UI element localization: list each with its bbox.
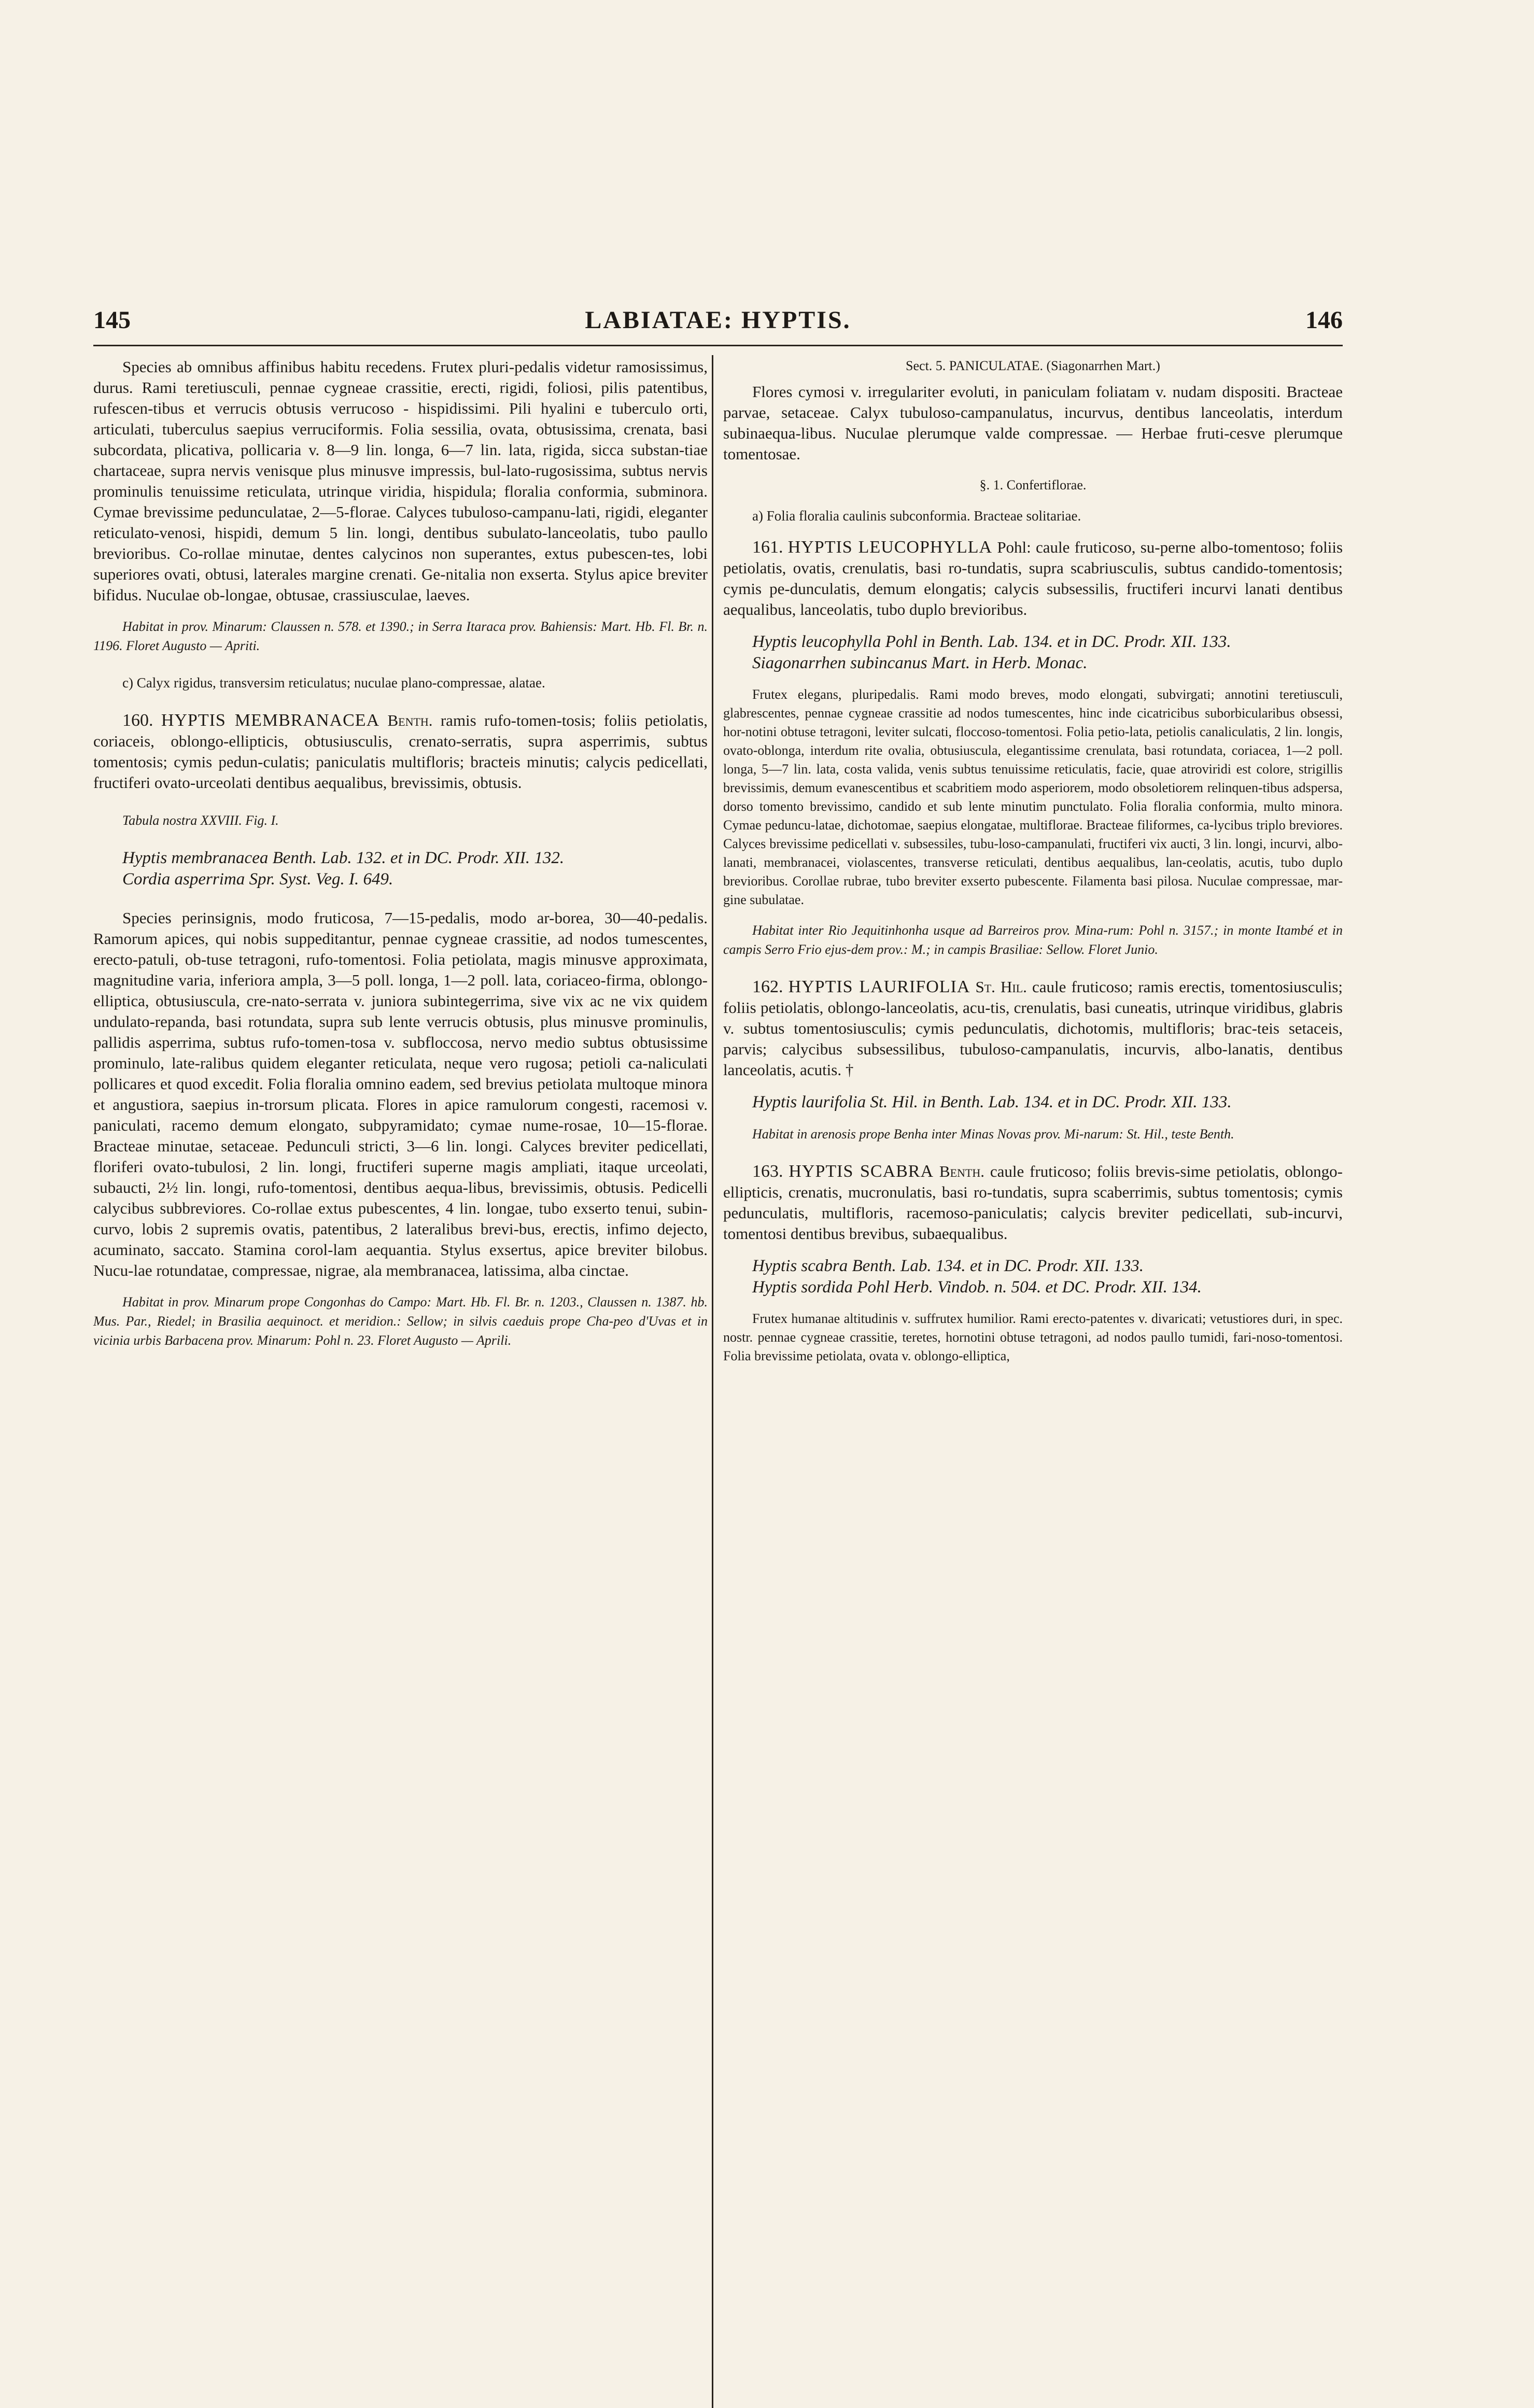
species-161-synonym-2: Siagonarrhen subincanus Mart. in Herb. Monac. bbox=[752, 654, 1088, 672]
species-163-author: Benth. bbox=[939, 1162, 984, 1180]
species-161-name: HYPTIS LEUCOPHYLLA bbox=[787, 538, 993, 557]
species-161-author: Pohl: bbox=[997, 538, 1031, 556]
page-header bbox=[93, 306, 1343, 342]
species-161-number: 161. bbox=[752, 538, 783, 557]
species-162-diagnosis bbox=[723, 977, 1343, 1080]
species-160-habitat: Habitat in prov. Minarum prope Congonhas do Campo: Mart. Hb. Fl. Br. n. 1203., Claussen n. 1387. hb. Mus. Par., Riedel; in Brasilia aequinoct. et meridion.: Sellow; in silvis caeduis prope Cha-peo d'Uvas et in vicinia urbis Barbacena prov. Minarum: Pohl n. 23. Floret Augusto — Aprili. bbox=[93, 1294, 708, 1348]
species-162-name: HYPTIS LAURIFOLIA bbox=[788, 977, 970, 996]
species-160-diagnosis-text: ramis rufo-tomen-tosis; foliis petiolatis, coriaceis, oblongo-ellipticis, obtusiusculis, crenato-serratis, supra asperrimis, subtus tomentosis; cymis pedun-culatis; paniculatis multifloris; bracteis minutis; calycis pedicellati, fructiferi ovato-urceolati dentibus aequalibus, brevissimis, obtusis. bbox=[93, 711, 708, 792]
species-163-number: 163. bbox=[752, 1162, 783, 1181]
species-161-diagnosis bbox=[723, 537, 1343, 620]
subsection-heading: §. 1. Confertiflorae. bbox=[979, 477, 1087, 492]
species-160-synonym-1: Hyptis membranacea Benth. Lab. 132. et in DC. Prodr. XII. 132. bbox=[122, 849, 565, 867]
species-161-description: Frutex elegans, pluripedalis. Rami modo breves, modo elongati, subvirgati; annotini teretiusculi, glabrescentes, pennae cygneae crassitie ad nodos tumescentes, hinc inde cicatricibus suborbicularibus obsessi, hor-notini obtuse tetragoni, leviter sulcati, floccoso-tomentosi. Folia petio-lata, petiolis canaliculatis, 2 lin. longis, ovato-oblonga, interdum rite ovalia, obtusiuscula, elegantissime crenulata, basi rotundata, coriacea, 1—2 poll. longa, 5—7 lin. lata, costa valida, venis subtus tenuissime reticulatis, facie, quae atroviridi est colore, strigillis brevissimis, demum evanescentibus et scabritiem modo asperiorem, modo obsoletiorem relinquen-tibus adspersa, dorso tomento brevissimo, candido et sub lente minutim punctulato. Folia floralia conformia, multo minora. Cymae peduncu-latae, dichotomae, saepius elongatae, multiflorae. Bracteae filiformes, ca-lycibus triplo breviores. Calyces brevissime pedicellati v. subsessiles, tubu-loso-campanulati, fructiferi vix aucti, 3 lin. longi, incurvi, albo-lanati, membranacei, violascentes, transverse reticulati, dentibus aequalibus, lan-ceolatis, acutis, tubo duplo brevioribus. Corollae rubrae, tubo breviter exserto pubescente. Filamenta basi pilosa. Nuculae compressae, mar-gine subulatae. bbox=[723, 687, 1343, 907]
intro-habitat: Habitat in prov. Minarum: Claussen n. 578. et 1390.; in Serra Itaraca prov. Bahiensis: Mart. Hb. Fl. Br. n. 1196. Floret Augusto — Apriti. bbox=[93, 619, 708, 653]
species-160-author: Benth. bbox=[387, 711, 433, 729]
left-column bbox=[93, 357, 708, 1350]
intro-description: Species ab omnibus affinibus habitu recedens. Frutex pluri-pedalis videtur ramosissimus, durus. Rami teretiusculi, pennae cygneae crassitie, erecti, rigidi, foliosi, pilis patentibus, rufescen-tibus et verrucis obtusis verrucoso - hispidissimi. Pili hyalini e tuberculo orti, articulati, tuberculus saepius verruciformis. Folia sessilia, ovata, obtusissima, crenata, basi subcordata, plicativa, pollicaria v. 8—9 lin. longa, 6—7 lin. lata, rigida, sicca substan-tiae chartaceae, supra nervis venisque plus minusve impressis, bul-lato-rugosissima, subtus nervis prominulis tenuissime reticulata, utrinque viridia, hispidula; floralia conformia, subminora. Cymae brevissime pedunculatae, 2—5-florae. Calyces tubuloso-campanu-lati, rigidi, eleganter reticulato-venosi, hispidi, demum 5 lin. longi, dentibus subulato-lanceolatis, tubo paullo brevioribus. Co-rollae minutae, dentes calycinos non superantes, extus pubescen-tes, lobi superiores ovati, obtusi, laterales margine crenati. Ge-nitalia non exserta. Stylus apice breviter bifidus. Nuculae ob-longae, obtusae, crassiusculae, laeves. bbox=[93, 358, 708, 604]
species-162-habitat: Habitat in arenosis prope Benha inter Minas Novas prov. Mi-narum: St. Hil., teste Benth. bbox=[752, 1126, 1234, 1142]
species-160-tabula: Tabula nostra XXVIII. Fig. I. bbox=[122, 813, 279, 828]
species-161-synonym-1: Hyptis leucophylla Pohl in Benth. Lab. 134. et in DC. Prodr. XII. 133. bbox=[752, 632, 1231, 651]
species-162-author: St. Hil. bbox=[975, 978, 1027, 996]
species-160-name: HYPTIS MEMBRANACEA bbox=[161, 711, 380, 730]
species-163-diagnosis bbox=[723, 1161, 1343, 1244]
left-page-number: 145 bbox=[93, 306, 131, 334]
section-description: Flores cymosi v. irregulariter evoluti, in paniculam foliatam v. nudam dispositi. Bracteae parvae, setaceae. Calyx tubuloso-campanulatus, incurvus, dentibus lanceolatis, interdum subinaequa-libus. Nuculae plerumque valde compressae. — Herbae fruti-cesve plerumque tomentosae. bbox=[723, 383, 1343, 463]
species-163-description: Frutex humanae altitudinis v. suffrutex humilior. Rami erecto-patentes v. divaricati; vetustiores duri, in spec. nostr. pennae cygneae crassitie, teretes, hornotini obtuse tetragoni, ad nodos paullo tumidi, fari-noso-tomentosi. Folia brevissime petiolata, ovata v. oblongo-elliptica, bbox=[723, 1311, 1343, 1363]
right-column bbox=[723, 357, 1343, 1365]
species-163-synonym-2: Hyptis sordida Pohl Herb. Vindob. n. 504. et DC. Prodr. XII. 134. bbox=[752, 1278, 1202, 1297]
running-head: LABIATAE: HYPTIS. bbox=[585, 306, 851, 334]
species-160-diagnosis bbox=[93, 710, 708, 793]
species-160-number: 160. bbox=[122, 711, 153, 730]
key-a: a) Folia floralia caulinis subconformia. Bracteae solitariae. bbox=[752, 508, 1081, 524]
species-160-description: Species perinsignis, modo fruticosa, 7—15-pedalis, modo ar-borea, 30—40-pedalis. Ramorum apices, qui nobis suppeditantur, pennae cygneae crassitie, ad nodos tumescentes, erecto-patuli, ob-tuse tetragoni, rufo-tomentosi. Folia petiolata, magis minusve approximata, magnitudine varia, inferiora ampla, 3—5 poll. longa, 1—2 poll. lata, coriaceo-firma, oblongo-elliptica, obtusiuscula, cre-nato-serrata v. juniora subintegerrima, sive vix ac ne vix quidem undulato-repanda, basi rotundata, supra sub lente verrucis obtusis, plus minusve prominulis, pallidis asperrima, subtus rufo-tomen-tosa v. subfloccosa, nervo medio subtus obtusissime prominulo, late-ralibus quidem eleganter reticulata, neque vero rugosa; petioli ca-naliculati pollicares et quod excedit. Folia floralia omnino eadem, sed brevius petiolata multoque minora et angustiora, saepius in-trorsum plicata. Flores in apice ramulorum congesti, racemosi v. paniculati, racemo demum elongato, subpyramidato; cymae nume-rosae, 10—15-florae. Bracteae minutae, setaceae. Pedunculi stricti, 3—6 lin. longi. Calyces breviter pedicellati, floriferi ovato-tubulosi, 2 lin. longi, fructiferi superne magis ampliati, itaque urceolati, subaucti, 2½ lin. longi, rufo-tomentosi, dentibus aequa-libus, brevissimis, obtusis. Pedicelli calycibus subbreviores. Co-rollae extus pubescentes, 4 lin. longae, tubo exserto tenui, subin-curvo, lobis 2 supremis ovatis, patentibus, 2 lateralibus brevi-bus, erectis, infimo dejecto, acuminato, saccato. Stamina corol-lam aequantia. Stylus exsertus, apice breviter bilobus. Nucu-lae rotundatae, compressae, nigrae, ala membranacea, latissima, alba cinctae. bbox=[93, 909, 708, 1279]
species-162-diagnosis-text: caule fruticoso; ramis erectis, tomentosiusculis; foliis petiolatis, oblongo-lanceolatis, acu-tis, crenulatis, basi cuneatis, utrinque viridibus, glabris v. subtus tomentosiusculis; cymis pedunculatis, dichotomis, multifloris; brac-teis setaceis, parvis; calycibus subsessilibus, tubuloso-campanulatis, incurvis, albo-lanatis, dentibus lanceolatis, acutis. † bbox=[723, 978, 1343, 1079]
species-163-name: HYPTIS SCABRA bbox=[789, 1162, 934, 1181]
section-heading: Sect. 5. PANICULATAE. (Siagonarrhen Mart.) bbox=[906, 358, 1160, 373]
species-160-synonym-2: Cordia asperrima Spr. Syst. Veg. I. 649. bbox=[122, 870, 393, 889]
header-rule bbox=[93, 345, 1343, 346]
species-162-number: 162. bbox=[752, 977, 783, 996]
species-163-synonym-1: Hyptis scabra Benth. Lab. 134. et in DC. Prodr. XII. 133. bbox=[752, 1257, 1144, 1275]
species-161-habitat: Habitat inter Rio Jequitinhonha usque ad Barreiros prov. Mina-rum: Pohl n. 3157.; in monte Itambé et in campis Serro Frio ejus-dem prov.: M.; in campis Brasiliae: Sellow. Floret Junio. bbox=[723, 923, 1343, 957]
right-page-number: 146 bbox=[1305, 306, 1343, 334]
key-c: c) Calyx rigidus, transversim reticulatus; nuculae plano-compressae, alatae. bbox=[122, 675, 545, 691]
column-divider bbox=[712, 355, 713, 2408]
species-162-synonym-1: Hyptis laurifolia St. Hil. in Benth. Lab. 134. et in DC. Prodr. XII. 133. bbox=[752, 1093, 1232, 1111]
species-163-diagnosis-text: caule fruticoso; foliis brevis-sime petiolatis, oblongo-ellipticis, crenatis, mucronulatis, basi ro-tundatis, supra scaberrimis, subtus tomentosis; cymis pedunculatis, multifloris, racemoso-paniculatis; calycis breviter pedicellati, sub-incurvi, tomentosi dentibus brevibus, subaequalibus. bbox=[723, 1162, 1343, 1243]
species-161-diagnosis-text: caule fruticoso, su-perne albo-tomentoso; foliis petiolatis, ovatis, crenulatis, basi ro-tundatis, supra scabriusculis, subtus candido-tomentosis; cymis pe-dunculatis, demum elongatis; calycis subsessilis, fructiferi incurvi lanati dentibus aequalibus, lanceolatis, tubo duplo brevioribus. bbox=[723, 538, 1343, 618]
